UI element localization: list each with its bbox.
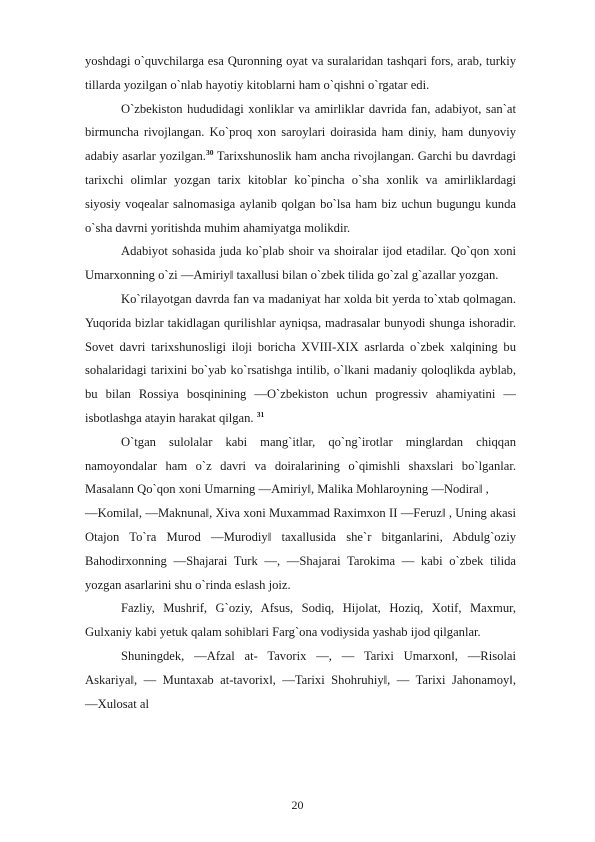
- page-number: 20: [291, 798, 304, 812]
- footnote-ref-31[interactable]: 31: [256, 409, 265, 419]
- paragraph-2: O`zbekiston hududidagi xonliklar va amirliklar davrida fan, adabiyot, san`at birmuncha rivojlangan. Ko`proq xon saroylari doirasida ham diniy, ham dunyoviy adabiy asarlar yozilgan.$^{30}$ Tarixshunoslik ham ancha rivojlangan. Garchi bu davrdagi tarixchi olimlar yozgan tarix kitoblar ko`pincha o`sha xonlik va amirliklardagi siyosiy voqealar salnomasiga aylanib qolgan bo`lsa ham biz uchun bugungu kunda o`sha davrni yoritishda muhim ahamiyatga molikdir.: [85, 101, 516, 235]
- paragraph-3: Adabiyot sohasida juda ko`plab shoir va shoiralar ijod etadilar. Qo`qon xoni Umarxonning o`zi ―Amiriy‖ taxallusi bilan o`zbek tilida go`zal g`azallar yozgan.: [85, 244, 516, 283]
- paragraph-5: O`tgan sulolalar kabi mang`itlar, qo`ng`irotlar minglardan chiqqan namoyondalar ham o`z davri va doiralarining o`qimishli shaxslari bo`lganlar. Masalann Qo`qon xoni Umarning ―Amiriy‖, Malika Mohlaroyning ―Nodira‖ ,: [85, 434, 516, 497]
- footnote-ref-30[interactable]: 30: [205, 148, 214, 157]
- paragraph-6: ―Komila‖, ―Maknuna‖, Xiva xoni Muxammad Raximxon II ―Feruz‖ , Uning akasi Otajon To`ra Murod ―Murodiy‖ taxallusida she`r bitganlarini, Abdulg`oziy Bahodirxonning ―Shajarai Turk ―, ―Shajarai Tarokima ― kabi o`zbek tilida yozgan asarlarini shu o`rinda eslash joiz.: [85, 506, 516, 592]
- document-body: [85, 50, 516, 716]
- paragraph-4: Ko`rilayotgan davrda fan va madaniyat har xolda bit yerda to`xtab qolmagan. Yuqorida bizlar takidlagan qurilishlar ayniqsa, madrasalar bunyodi shunga ishoradir. Sovet davri tarixshunosligi iloji boricha XVIII-XIX asrlarda o`zbek xalqining bu sohalaridagi tarixini bo`yab ko`rsatishga intilib, o`lkani madaniy qoloqlikda ayblab, bu bilan Rossiya bosqinining ―O`zbekiston uchun progressiv ahamiyatini ― isbotlashga atayin harakat qilgan. $^{31}$: [85, 291, 516, 425]
- paragraph-7: Fazliy, Mushrif, G`oziy, Afsus, Sodiq, Hijolat, Hoziq, Xotif, Maxmur, Gulxaniy kabi yetuk qalam sohiblari Farg`ona vodiysida yashab ijod qilganlar.: [85, 601, 516, 640]
- paragraph-1: yoshdagi o`quvchilarga esa Quronning oyat va suralaridan tashqari fors, arab, turkiy tillarda yozilgan o`nlab hayotiy kitoblarni ham o`qishni o`rgatar edi.: [85, 54, 516, 92]
- paragraph-8: Shuningdek, ―Afzal at- Tavorix ―, ― Tarixi Umarxon‖, ―Risolai Askariya‖, ― Muntaxab at-tavorix‖, ―Tarixi Shohruhiy‖, ― Tarixi Jahonamoy‖, ―Xulosat al: [85, 648, 516, 711]
